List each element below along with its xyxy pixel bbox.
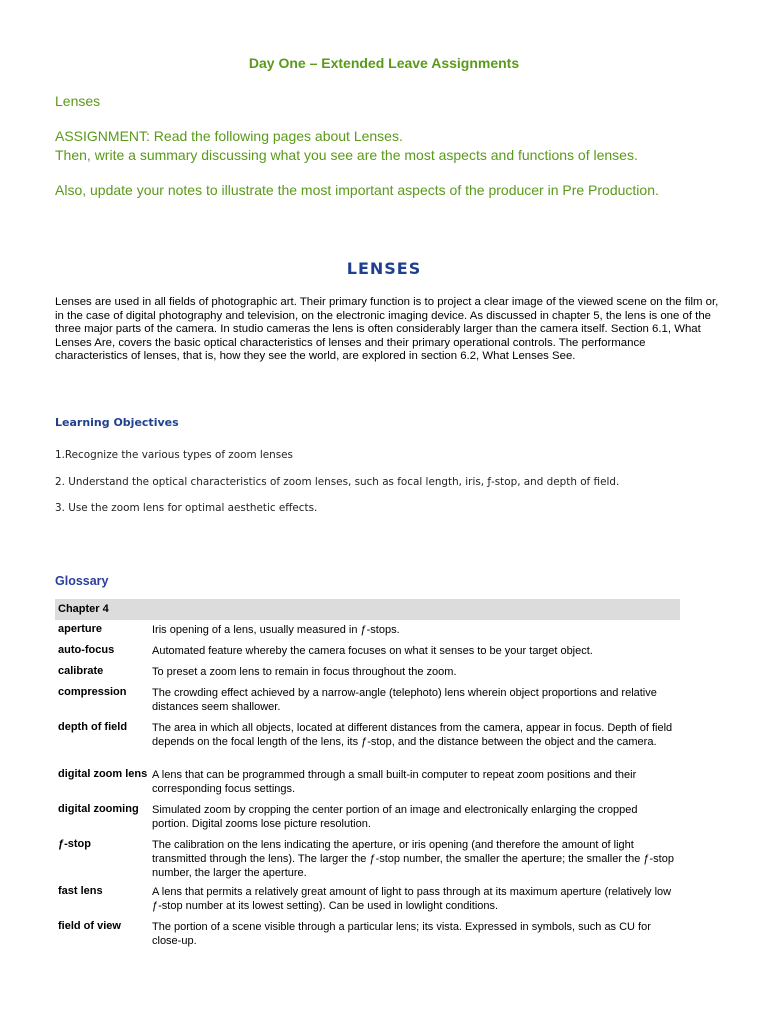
learning-objectives-heading: Learning Objectives (55, 416, 179, 429)
glossary-table (55, 599, 680, 947)
glossary-heading: Glossary (55, 574, 109, 588)
document-title: Day One – Extended Leave Assignments (248, 55, 520, 71)
glossary-definition: Iris opening of a lens, usually measured in ƒ-stops. (152, 624, 400, 636)
glossary-term: field of view (58, 920, 121, 932)
glossary-definition: The calibration on the lens indicating the aperture, or iris opening (and therefore the amount of light transmitted through the lens). The larger the ƒ-stop number, the smaller the aperture; the smaller the ƒ-stop number, the larger the aperture. (152, 839, 674, 879)
glossary-term: digital zooming (58, 803, 139, 815)
subject-label: Lenses (55, 93, 101, 109)
glossary-term: fast lens (58, 885, 103, 897)
intro-paragraph: Lenses are used in all fields of photographic art. Their primary function is to project a clear image of the viewed scene on the film or, in the case of digital photography and television, on the electronic imaging device. As discussed in chapter 5, the lens is one of the three major parts of the camera. In studio cameras the lens is often considerably larger than the camera itself. Section 6.1, What Lenses Are, covers the basic optical characteristics of lenses and their primary operational controls. The performance characteristics of lenses, that is, how they see the world, are explored in section 6.2, What Lenses See. (55, 296, 719, 362)
objective-item: 2. Understand the optical characteristics of zoom lenses, such as focal length, iris, ƒ-stop, and depth of field. (55, 476, 620, 488)
glossary-term: ƒ-stop (58, 838, 91, 850)
glossary-definition: A lens that permits a relatively great amount of light to pass through at its maximum aperture (relatively low ƒ-stop number at its lowest setting). Can be used in lowlight conditions. (152, 886, 672, 912)
objective-item: 1.Recognize the various types of zoom lenses (55, 449, 293, 461)
glossary-term: depth of field (58, 721, 128, 733)
assignment-line-2: Then, write a summary discussing what you see are the most aspects and functions of lenses. (55, 147, 638, 163)
assignment-line-3: Also, update your notes to illustrate the most important aspects of the producer in Pre Production. (55, 182, 659, 198)
glossary-definition: Simulated zoom by cropping the center portion of an image and electronically enlarging the cropped portion. Digital zooms lose picture resolution. (152, 804, 638, 830)
glossary-definition: The crowding effect achieved by a narrow-angle (telephoto) lens wherein object proportions and relative distances seem shallower. (152, 687, 657, 713)
glossary-term: auto-focus (58, 644, 115, 656)
glossary-term: calibrate (58, 665, 104, 677)
glossary-term: compression (58, 686, 127, 698)
glossary-definition: The area in which all objects, located at different distances from the camera, appear in focus. Depth of field depends on the focal length of the lens, its ƒ-stop, and the distance between the object and the camera. (152, 722, 673, 748)
glossary-definition: A lens that can be programmed through a small built-in computer to repeat zoom positions and their corresponding focus settings. (152, 769, 637, 795)
glossary-definition: The portion of a scene visible through a particular lens; its vista. Expressed in symbols, such as CU for close-up. (152, 921, 651, 947)
glossary-table-header: Chapter 4 (55, 599, 680, 620)
glossary-definition: Automated feature whereby the camera focuses on what it senses to be your target object. (152, 645, 593, 657)
section-heading: LENSES (346, 259, 422, 278)
glossary-term: aperture (58, 623, 103, 635)
objective-item: 3. Use the zoom lens for optimal aesthetic effects. (55, 502, 318, 514)
assignment-line-1: ASSIGNMENT: Read the following pages about Lenses. (55, 128, 403, 144)
glossary-term: digital zoom lens (58, 768, 148, 780)
glossary-definition: To preset a zoom lens to remain in focus throughout the zoom. (152, 666, 457, 678)
